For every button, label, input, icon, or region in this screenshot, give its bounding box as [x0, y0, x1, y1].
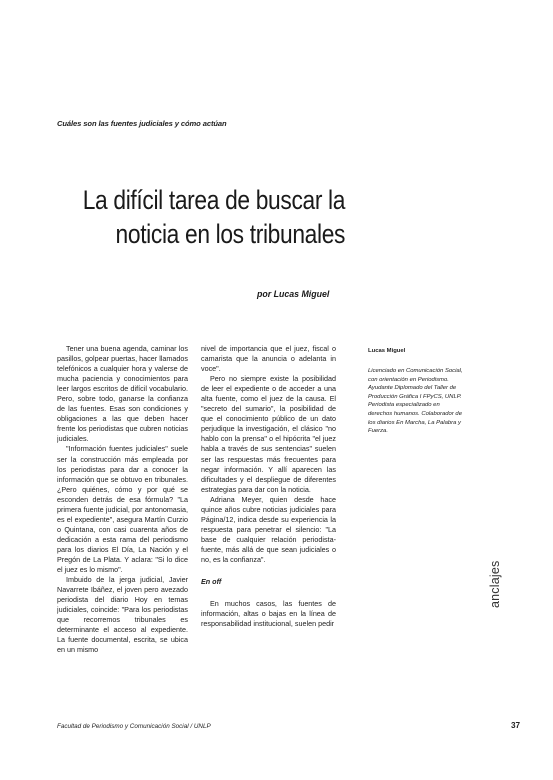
paragraph: nivel de importancia que el juez, fiscal o camarista que la anuncia o adelanta in voce". — [201, 344, 336, 374]
body-column-1 — [57, 344, 188, 726]
article-title-line-2: noticia en los tribunales — [115, 219, 345, 249]
sidebar-author-bio: Licenciado en Comunicación Social, con orientación en Periodismo. Ayudante Diplomado del Taller de Producción Gráfica I FPyCS, UNLP. Periodista especializado en derechos humanos. Colaborador de los diarios En Marcha, La Palabra y Fuerza. — [368, 368, 463, 435]
section-kicker: Cuáles son las fuentes judiciales y cómo actúan — [57, 119, 227, 128]
paragraph: Adriana Meyer, quien desde hace quince años cubre noticias judiciales para Página/12, indica desde su experiencia la respuesta para penetrar el silencio: "La base de cualquier relación periodista-fuente, más allá de que sean judiciales o no, es la confianza". — [201, 494, 336, 564]
page-number: 37 — [511, 721, 521, 730]
article-title-line-1: La difícil tarea de buscar la — [82, 185, 345, 215]
footer-text: Facultad de Periodismo y Comunicación Social / UNLP — [57, 723, 211, 730]
paragraph: Imbuido de la jerga judicial, Javier Navarrete Ibáñez, el joven pero avezado periodista del diario Hoy en temas judiciales, coincide: "Para los periodistas que recorremos tribunales es determinante el acceso al expediente. La fuente documental, escrita, se ubica en un mismo — [57, 575, 188, 655]
section-label-vertical: anclajes — [488, 560, 502, 608]
sidebar-author-name: Lucas Miguel — [368, 348, 406, 354]
paragraph: En muchos casos, las fuentes de información, altas o bajas en la línea de responsabilidad institucional, suelen pedir — [201, 599, 336, 629]
body-column-2 — [201, 344, 336, 726]
paragraph: Pero no siempre existe la posibilidad de leer el expediente o de acceder a una alta fuente, como el juez de la causa. El "secreto del sumario", la posibilidad de que el conocimiento público de un dato perjudique la investigación, el clásico "no hablo con la prensa" o el hipócrita "el juez habla a través de sus sentencias" suelen ser las respuestas más frecuentes para negar información. Y allí aparecen las dificultades y el despliegue de diferentes estrategias para dar con la noticia. — [201, 374, 336, 494]
paragraph: Tener una buena agenda, caminar los pasillos, golpear puertas, hacer llamados telefónicos a cualquier hora y valerse de mucha paciencia y conocimientos para leer largos escritos de difícil vocabulario. Pero, sobre todo, ganarse la confianza de las fuentes. Esas son condiciones y obligaciones a las que deben hacer frente los periodistas que cubren noticias judiciales. — [57, 344, 188, 444]
byline: por Lucas Miguel — [257, 289, 330, 299]
paragraph: "Información fuentes judiciales" suele ser la construcción más empleada por los periodistas para dar a conocer la información que se obtuvo en tribunales. ¿Pero quiénes, cómo y por qué se esconden detrás de esa fórmula? "La primera fuente judicial, por antonomasia, es el expediente", asegura Martín Curzio o Quintana, con casi cuarenta años de dedicación a esta rama del periodismo para los diarios El Día, La Nación y el Pregón de La Plata. Y aclara: "Si lo dice el juez es lo mismo". — [57, 444, 188, 575]
article-title — [83, 183, 345, 251]
subheading: En off — [201, 577, 222, 587]
